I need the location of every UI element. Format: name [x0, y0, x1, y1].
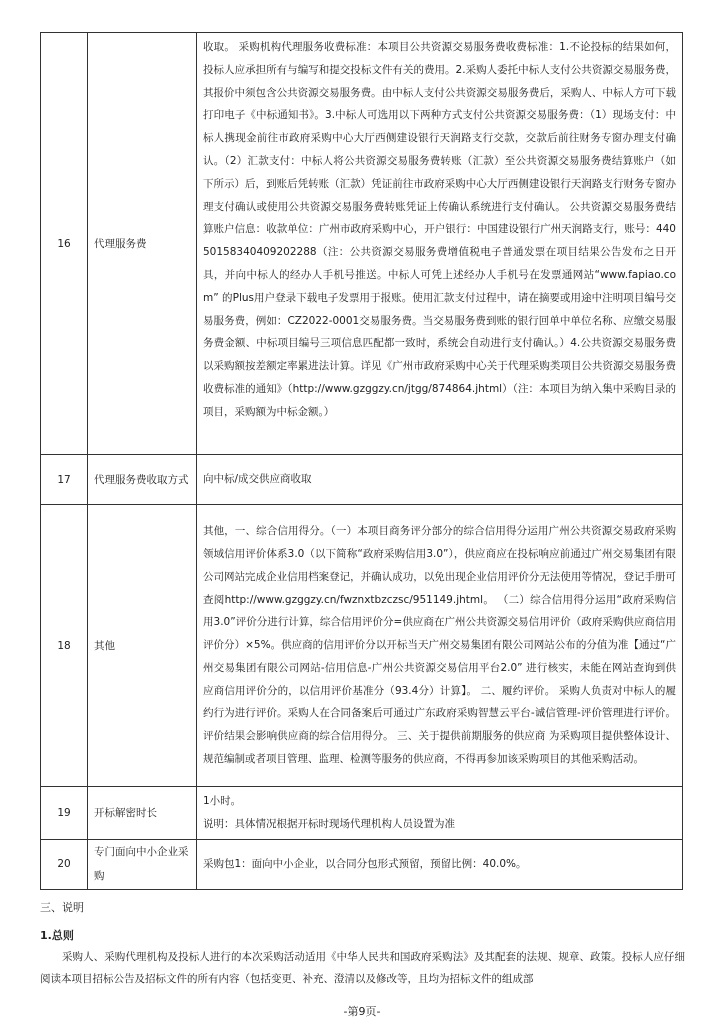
section-heading: 三、说明: [40, 901, 84, 914]
subsection-heading: 1.总则: [40, 929, 74, 942]
table-row: [41, 33, 683, 455]
row-item-name: 专门面向中小企业采购: [88, 839, 197, 889]
page-number: -第9页-: [343, 1005, 381, 1018]
section-paragraph: 采购人、采购代理机构及投标人进行的本次采购活动适用《中华人民共和国政府采购法》及其配套的法规、规章、政策。投标人应仔细阅读本项目招标公告及招标文件的所有内容（包括变更、补充、澄清以及修改等，且均为招标文件的组成部: [40, 951, 685, 985]
row-number: 20: [41, 839, 88, 889]
row-number: 16: [41, 33, 88, 455]
row-content: 其他，一、综合信用得分。（一）本项目商务评分部分的综合信用得分运用广州公共资源交易政府采购领域信用评价体系3.0（以下简称“政府采购信用3.0”），供应商应在投标响应前通过广州交易集团有限公司网站完成企业信用档案登记，并确认成功，以免出现企业信用评价分无法使用等情况，登记手册可查阅http://www.gzggzy.cn/fwznxtbzczsc/951149.jhtml。 （二）综合信用得分运用“政府采购信用3.0”评价分进行计算，综合信用评价分=供应商在广州公共资源交易信用评价（政府采购供应商信用评价分）×5%。供应商的信用评价分以开标当天广州交易集团有限公司网站公布的分值为准【通过“广州交易集团有限公司网站-信用信息-广州公共资源交易信用平台2.0” 进行核实，未能在网站查询到供应商信用评价分的，以信用评价基准分（93.4分）计算】。 二、履约评价。 采购人负责对中标人的履约行为进行评价。采购人在合同备案后可通过广东政府采购智慧云平台-诚信管理-评价管理进行评价。评价结果会影响供应商的综合信用得分。 三、关于提供前期服务的供应商 为采购项目提供整体设计、规范编制或者项目管理、监理、检测等服务的供应商，不得再参加该采购项目的其他采购活动。: [197, 505, 683, 787]
row-number: 19: [41, 787, 88, 840]
row-item-name: 代理服务费收取方式: [88, 455, 197, 505]
content-line: 说明：具体情况根据开标时现场代理机构人员设置为准: [203, 817, 455, 830]
content-line: 1小时。: [203, 795, 242, 807]
row-number: 18: [41, 505, 88, 787]
table-row: [41, 455, 683, 505]
row-content: 采购包1：面向中小企业，以合同分包形式预留，预留比例：40.0%。: [197, 839, 683, 889]
row-item-name: 代理服务费: [88, 33, 197, 455]
table-row: [41, 839, 683, 889]
row-content: 向中标/成交供应商收取: [197, 455, 683, 505]
row-number: 17: [41, 455, 88, 505]
row-item-name: 开标解密时长: [88, 787, 197, 840]
row-content: 收取。 采购机构代理服务收费标准：本项目公共资源交易服务费收费标准：1.不论投标的结果如何，投标人应承担所有与编写和提交投标文件有关的费用。2.采购人委托中标人支付公共资源交易服务费，其报价中须包含公共资源交易服务费。由中标人支付公共资源交易服务费后，采购人、中标人方可下载打印电子《中标通知书》。3.中标人可选用以下两种方式支付公共资源交易服务费：（1）现场支付：中标人携现金前往市政府采购中心大厅西侧建设银行天润路支行交款，交款后前往财务专窗办理支付确认。（2）汇款支付：中标人将公共资源交易服务费转账（汇款）至公共资源交易服务费结算账户（如下所示）后，到账后凭转账（汇款）凭证前往市政府采购中心大厅西侧建设银行天润路支行财务专窗办理支付确认或使用公共资源交易服务费转账凭证上传确认系统进行支付确认。 公共资源交易服务费结算账户信息：收款单位：广州市政府采购中心，开户银行：中国建设银行广州天润路支行，账号：44050158340409202288（注：公共资源交易服务费增值税电子普通发票在项目结果公告发布之日开具，并向中标人的经办人手机号推送。中标人可凭上述经办人手机号在发票通网站“www.fapiao.com” 的Plus用户登录下载电子发票用于报账。使用汇款支付过程中，请在摘要或用途中注明项目编号交易服务费，例如：CZ2022-0001交易服务费。当交易服务费到账的银行回单中单位名称、应缴交易服务费金额、中标项目编号三项信息匹配都一致时，系统会自动进行支付确认。）4.公共资源交易服务费以采购额按差额定率累进法计算。详见《广州市政府采购中心关于代理采购类项目公共资源交易服务费收费标准的通知》（http://www.gzggzy.cn/jtgg/874864.jhtml）（注：本项目为纳入集中采购目录的项目，采购额为中标金额。）: [197, 33, 683, 455]
table-row: [41, 787, 683, 840]
row-item-name: 其他: [88, 505, 197, 787]
procurement-terms-table: [40, 32, 683, 890]
row-content: [197, 787, 683, 840]
table-row: [41, 505, 683, 787]
